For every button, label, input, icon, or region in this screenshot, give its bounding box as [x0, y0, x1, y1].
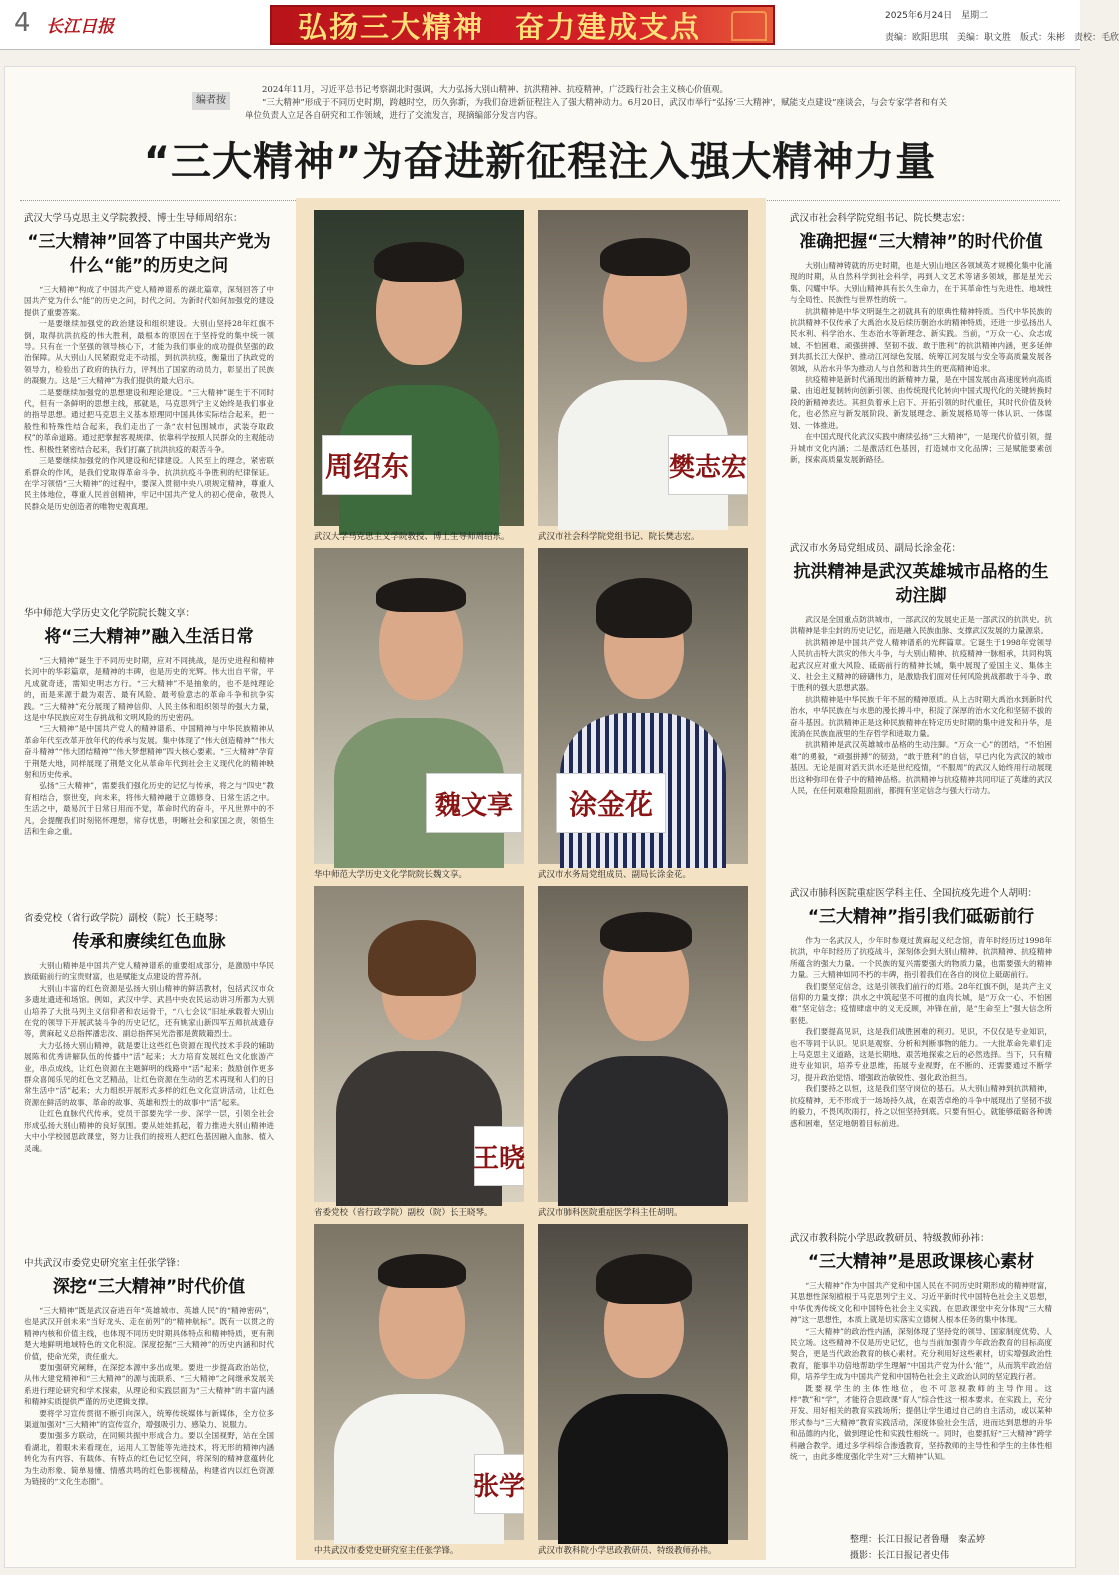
paragraph: 抗洪精神是中华民族千年不屈的精神原质。从上古时期大禹治水到新时代治水，中华民族在与水患的漫长搏斗中，积淀了深厚的治水文化和坚韧不拔的奋斗基因。抗洪精神正是这种民族精神在特定历史时期的集中迸发和升华，是流淌在民族血液里的生存哲学和进取力量。 [790, 694, 1052, 739]
pavilion-icon [731, 11, 767, 41]
photo-caption: 武汉市水务局党组成员、副局长涂金花。 [538, 870, 692, 880]
photo-credit: 摄影：长江日报记者史伟 [850, 1551, 950, 1561]
article [24, 910, 274, 1255]
photo-caption: 武汉市社会科学院党组书记、院长樊志宏。 [538, 532, 700, 542]
article-body [790, 614, 1052, 882]
article [790, 540, 1052, 885]
article-title: “三大精神”回答了中国共产党为什么“能”的历史之问 [27, 232, 271, 276]
paragraph: 抗疫精神是新时代涌现出的新精神力量，是在中国发展由高速度转向高质量、由追赶复制转向创新引领、由传统现代化转向中国式现代化的关键转换时段的新精神表达。其担负着承上启下、开拓引领的时代重任，其时代价值及转化，也必然应与新发展阶段、新发展理念、新发展格局等一体认识、一体谋划、一体推进。 [790, 375, 1052, 430]
paragraph: 大别山丰富的红色资源是弘扬大别山精神的鲜活教材，包括武汉市众多遗址遗迹和场馆。例如，武汉中学、武昌中央农民运动讲习所都为大别山培养了大批马列主义信仰者和农运骨干，“八七会议”旧址承载着大别山在党的领导下开展武装斗争的历史记忆，还有姚家山新四军五师抗战遗存等，黄麻起义总指挥潘忠汝、副总指挥吴光浩都是黄陂籍烈士。 [24, 983, 274, 1039]
article-title: 传承和赓续红色血脉 [72, 932, 226, 952]
page-headline: “三大精神”为奋进新征程注入强大精神力量 [143, 139, 937, 185]
article-body [790, 260, 1052, 536]
paragraph: 在中国式现代化武汉实践中赓续弘扬“三大精神”，一是现代价值引领，提升城市文化内涵；二是激活红色基因，打造城市文化品牌；三是赋能要素创新，探索高质量发展新路径。 [790, 432, 1052, 464]
paragraph: 抗洪精神是中华文明诞生之初就具有的原典性精神特质。当代中华民族的抗洪精神不仅传承了大禹治水及后续历朝治水的精神特质，还进一步弘扬出人民水利、科学治水、生态治水等新理念、新实践。当前，“万众一心、众志成城、不怕困难、顽强拼搏、坚韧不拔、敢于胜利”的抗洪精神内涵，更多延伸到共抓长江大保护、推动江河绿色发展、统筹江河发展与安全等高质量发展各领域，从治水升华为推动人与自然和谐共生的更高精神追求。 [790, 306, 1052, 373]
editor-note-para: “三大精神”形成于不同历史时期，跨越时空，历久弥新，为我们奋进新征程注入了强大精神动力。6月20日，武汉市举行“弘扬‘三大精神’，赋能支点建设”座谈会，与会专家学者和有关单位负责人立足各自研究和工作领域，进行了交流发言，现摘编部分发言内容。 [245, 98, 948, 121]
article-author: 省委党校（省行政学院）副校（院）长王晓琴： [24, 913, 224, 924]
paragraph: 三是要继续加强党的作风建设和纪律建设。人民至上的理念，紧密联系群众的作风，是我们党取得革命斗争、抗洪抗疫斗争胜利的纪律保证。在学习领悟“三大精神”的过程中，要深入贯彻中央八项规定精神，尊重人民主体地位，尊重人民首创精神，牢记中国共产党人的初心使命，敬畏人民群众是历史创造者的唯物史观真理。 [24, 456, 274, 511]
paragraph: 我们要提高见识，这是我们战胜困难的利刃。见识，不仅仅是专业知识，也不等同于认识。见识是观察、分析和判断事物的能力。一大批革命先辈们走上马克思主义道路，这是长期地、艰苦地探索之后的必然选择。当下，只有精进专业知识，培养专业思维，拓展专业视野，在不断的、还需要通过不断学习，提升政治觉悟、增强政治敏锐性、强化政治担当。 [790, 1027, 1052, 1082]
paragraph: 让红色血脉代代传承，党员干部要先学一步、深学一层，引领全社会形成弘扬大别山精神的良好氛围。要从娃娃抓起，着力推进大别山精神进大中小学校园思政课堂，努力让我们的接班人把红色基因融入血脉、植入灵魂。 [24, 1109, 274, 1153]
paragraph: “三大精神”诞生于不同历史时期，应对不同挑战，是历史进程和精神长河中的华彩篇章，是精神的丰碑，也是历史的光辉。伟大出自平常，平凡成就奇迹，需知史明志方行。“三大精神”不是抽象的，也不是纯理论的，而是来源于最为艰苦、最有风险、最考验意志的革命斗争和抗争实践。“三大精神”充分展现了精神信仰、人民主体和组织领导的强大力量，这是中华民族应对生存挑战和文明风险的历史密码。 [24, 656, 274, 723]
paragraph: 要将学习宣传贯彻不断引向深入，统筹传统媒体与新媒体，全方位多渠道加强对“三大精神”的宣传宣介，增强吸引力、感染力、说服力。 [24, 1408, 274, 1430]
article-title: “三大精神”是思政课核心素材 [807, 1252, 1035, 1272]
article-author: 武汉市教科院小学思政教研员、特级教师孙祎： [790, 1233, 990, 1244]
article-body [24, 284, 274, 604]
nameplate: 涂金花 [556, 773, 666, 833]
photo-panel [296, 198, 766, 1560]
portrait-photo [314, 548, 524, 864]
paragraph: 抗洪精神是中国共产党人精神谱系的光辉篇章。它诞生于1998年党领导人民抗击特大洪灾的伟大斗争，与大别山精神、抗疫精神一脉相承，共同构筑起武汉应对重大风险、砥砺前行的精神长城，集中展现了爱国主义、集体主义、社会主义精神的磅礴伟力，是激励我们面对任何风险挑战都敢于斗争、敢于胜利的强大思想武器。 [790, 637, 1052, 693]
photo-caption: 武汉市教科院小学思政教研员、特级教师孙祎。 [538, 1546, 717, 1556]
paragraph: 我们要持之以恒，这是我们坚守岗位的基石。从大别山精神到抗洪精神，抗疫精神，无不形成于一场场持久战，在艰苦卓绝的斗争中展现出了坚韧不拔的毅力，不畏风吹雨打，持之以恒坚持到底。只要有恒心，就能够砥砺各种诱惑和困难，坚定地朝着目标前进。 [790, 1084, 1052, 1128]
article-title: 抗洪精神是武汉英雄城市品格的生动注脚 [793, 562, 1049, 606]
left-column [24, 210, 274, 1545]
paragraph: 要加强研究阐释，在深挖本源中多出成果。要进一步提高政治站位，从伟大建党精神和“三大精神”的源与流联系、“三大精神”之间继承发展关系进行理论研究和学术探索，从理论和实践层面为“三大精神”的丰富内涵和精神实质提供严谨的历史逻辑支撑。 [24, 1363, 274, 1407]
page-number: 4 [14, 8, 31, 38]
paragraph: 大力弘扬大别山精神，就是要让这些红色资源在现代技术手段的辅助展陈和优秀讲解队伍的传播中“活”起来；大力培育发展红色文化旅游产业，串点成线，让红色资源在主题鲜明的线路中“活”起来；鼓励创作更多群众喜闻乐见的红色文艺精品，让红色资源在生动的艺术再现和人们的日常生活中“活”起来；大力组织开展形式多样的红色文化宣讲活动，让红色资源在鲜活的故事、革命的故事、英雄和烈士的故事中“活”起来。 [24, 1040, 274, 1107]
article [790, 885, 1052, 1230]
article [790, 1230, 1052, 1520]
article-body [790, 935, 1052, 1225]
nameplate: 周绍东 [322, 435, 412, 495]
paragraph: 大别山精神是中国共产党人精神谱系的重要组成部分，是激励中华民族砥砺前行的宝贵财富，也是赋能支点建设的营养剂。 [24, 961, 274, 982]
paragraph: 弘扬“三大精神”，需要我们强化历史的记忆与传承，将之与“四史”教育相结合，察世变，向未来，将伟大精神融于立德修身、日常生活之中。生活之中，最易沉于日常日用而不觉，革命时代的奋斗，平凡世界中的不凡，会提醒我们时刻铭怀理想，常存忧患，明晰社会和家国之责，领悟生活和生命之重。 [24, 781, 274, 837]
right-column [790, 210, 1052, 1520]
nameplate: 樊志宏 [668, 435, 748, 495]
paragraph: 我们要坚定信念，这是引领我们前行的灯塔。28年红旗不倒，是共产主义信仰的力量支撑；洪水之中筑起坚不可摧的血肉长城，是“万众一心、不怕困难”坚定信念；疫情肆虐中的义无反顾，冲锋在前，是“生命至上”强大信念所驱使。 [790, 981, 1052, 1025]
issue-date: 2025年6月24日 星期二 [885, 11, 989, 21]
compiled-credit: 整理：长江日报记者鲁珊 秦孟婷 [850, 1535, 986, 1545]
paragraph: 一是要继续加强党的政治建设和组织建设。大别山坚持28年红旗不倒，取得抗洪抗疫的伟大胜利，最根本的原因在于坚持党的集中统一领导。只有在一个坚强的领导核心下，才能为我们事业的成功提供坚强的政治保障。从大别山人民紧跟党走不动摇，到抗洪抗疫，衡量出了执政党的领导力，检验出了政府的执行力，评判出了国家的动员力，彰显出了民族的凝聚力。这是“三大精神”为我们提供的最大启示。 [24, 319, 274, 386]
photo-caption: 省委党校（省行政学院）副校（院）长王晓琴。 [314, 1208, 493, 1218]
nameplate: 王晓 [474, 1126, 524, 1186]
portrait-photo [538, 886, 748, 1202]
article-title: 深挖“三大精神”时代价值 [52, 1277, 246, 1297]
portrait-photo [538, 210, 748, 526]
article-author: 中共武汉市委党史研究室主任张学锋： [24, 1258, 186, 1269]
portrait-photo [314, 1224, 524, 1540]
paper-name: 长江日报 [46, 17, 114, 37]
article-title: “三大精神”指引我们砥砺前行 [807, 907, 1035, 927]
nameplate: 魏文享 [426, 773, 522, 833]
article [24, 1255, 274, 1545]
masthead [0, 0, 1119, 50]
article [24, 210, 274, 605]
article [24, 605, 274, 910]
article-title: 将“三大精神”融入生活日常 [44, 627, 254, 647]
article-author: 武汉市肺科医院重症医学科主任、全国抗疫先进个人胡明： [790, 888, 1038, 899]
nameplate: 张学 [474, 1454, 524, 1514]
paragraph: 作为一名武汉人，少年时参观过黄麻起义纪念馆，青年时经历过1998年抗洪，中年时经历了抗疫战斗，深刻体会到大别山精神、抗洪精神、抗疫精神所蕴含的强大力量。一个民族的复兴需要强大的物质力量，也需要强大的精神力量。三大精神如同不朽的丰碑，指引着我们在各自的岗位上砥砺前行。 [790, 936, 1052, 980]
paragraph: 抗洪精神是武汉英雄城市品格的生动注脚。“万众一心”的团结，“不怕困难”的勇毅，“顽强拼搏”的韧劲，“敢于胜利”的自信，早已内化为武汉的城市基因。无论是面对滔天洪水还是世纪疫情，“不服周”的武汉人始终用行动展现出这种弥印在骨子中的精神品格。抗洪精神与抗疫精神共同印证了英雄的武汉人民，在任何艰难险阻面前，都拥有坚定信念与强大行动力。 [790, 740, 1052, 796]
paragraph: “三大精神”的政治性内涵，深刻体现了坚持党的领导、国家制度优势、人民立场。这些精神不仅是历史记忆，也与当前加强青少年政治教育的目标高度契合，更是当代政治教育的核心素材。充分利用好这些素材，切实增强政治性教育，能事半功倍地帮助学生理解“中国共产党为什么‘能’”，从而筑牢政治信仰，培养学生成为中国共产党和中国特色社会主义政治认同的坚定践行者。 [790, 1326, 1052, 1382]
portrait-photo [538, 548, 748, 864]
editor-note [245, 84, 950, 123]
paragraph: “三大精神”作为中国共产党和中国人民在不同历史时期形成的精神财富，其思想性深刻植根于马克思列宁主义、习近平新时代中国特色社会主义思想，中华优秀传统文化和中国特色社会主义实践。在思政课堂中充分体现“三大精神”这一思想性，本质上就是切实落实立德树人根本任务的集中体现。 [790, 1281, 1052, 1325]
editor-note-para: 2024年11月，习近平总书记考察湖北时强调，大力弘扬大别山精神、抗洪精神、抗疫精神，广泛践行社会主义核心价值观。 [262, 85, 728, 95]
portrait-photo [538, 1224, 748, 1540]
editor-credits: 责编：欧阳思琪 美编：职文胜 版式：朱彬 责校：毛欣 [885, 33, 1119, 43]
paragraph: “三大精神”构成了中国共产党人精神谱系的湖北篇章，深刻回答了中国共产党为什么“能”的历史之问，时代之问。为新时代如何加强党的建设提供了重要答案。 [24, 285, 274, 317]
article-author: 武汉市社会科学院党组书记、院长樊志宏： [790, 213, 971, 224]
article-title: 准确把握“三大精神”的时代价值 [799, 232, 1043, 252]
article-author: 武汉市水务局党组成员、副局长涂金花： [790, 543, 962, 554]
photo-caption: 华中师范大学历史文化学院院长魏文享。 [314, 870, 468, 880]
section-banner [270, 5, 775, 45]
paragraph: “三大精神”既是武汉奋进百年“英雄城市、英雄人民”的“精神密码”，也是武汉开创未来“当好龙头、走在前列”的“精神航标”。既有一以贯之的精神内核和价值主线，也体现不同历史时期具体特点和精神特质，更有荆楚大地鲜明地域特色的文化积淀。深度挖掘“三大精神”的历史内涵和时代价值，使命光荣，责任重大。 [24, 1306, 274, 1361]
article-body [790, 1280, 1052, 1530]
paragraph: 要加强多方联动，在同频共振中形成合力。要以全国视野，站在全国看湖北，着眼未来看现在，运用人工智能等先进技术，将无形的精神内涵转化为有内容、有载体、有特点的红色记忆空间，将深刻的精神意蕴转化为生动形象、简单易懂、情感共鸣的红色影视精品，构建省内以红色资源为链接的“文化生态圈”。 [24, 1431, 274, 1487]
article-body [24, 655, 274, 917]
article [790, 210, 1052, 540]
paragraph: 既要视学生的主体性地位，也不可忽视教师的主导作用。这样“教”和“学”，才能符合思政课“育人”综合性这一根本要求。在实践上，充分开发、用好相关的教育实践场所；提倡让学生通过自己的自主活动，或以某种形式参与“三大精神”教育实践活动，深度体验社会生活，进而达到思想的升华和品德的内化，做到理论性和实践性相统一。同时，也要抓好“三大精神”跨学科融合教学。通过多学科综合渗透教育，坚持教师的主导性和学生的主体性相统一，由此多维度强化学生对“三大精神”认知。 [790, 1383, 1052, 1462]
paragraph: “三大精神”是中国共产党人的精神谱系、中国精神与中华民族精神从革命年代至改革开放年代的传承与发展。集中体现了“伟大创造精神”“伟大奋斗精神”“伟大团结精神”“伟大梦想精神”四大核心要素。“三大精神”孕育于荆楚大地，同样展现了荆楚文化从革命年代到社会主义现代化的精神映射和历史传承。 [24, 724, 274, 780]
paragraph: 武汉是全国重点防洪城市，一部武汉的发展史正是一部武汉的抗洪史。抗洪精神是非尘封的历史记忆，而是融入民族血脉、支撑武汉发展的力量源泉。 [790, 615, 1052, 636]
photo-caption: 中共武汉市委党史研究室主任张学锋。 [314, 1546, 459, 1556]
editor-note-badge: 编者按 [192, 92, 230, 110]
article-author: 武汉大学马克思主义学院教授、博士生导师周绍东： [24, 213, 243, 224]
article-author: 华中师范大学历史文化学院院长魏文享： [24, 608, 196, 619]
photo-caption: 武汉市肺科医院重症医学科主任胡明。 [538, 1208, 683, 1218]
paragraph: 二是要继续加强党的思想建设和理论建设。“三大精神”诞生于不同时代，但有一条鲜明的思想主线，那就是，马克思列宁主义始终是我们事业的指导思想。通过把马克思主义基本原理同中国具体实际结合起来，把一般性和特殊性结合起来，我们走出了一条“农村包围城市，武装夺取政权”的革命道路。通过把掌握客观规律、依靠科学按照人民群众的主观能动性、积极性紧密结合起来，我们打赢了抗洪抗疫的艰苦斗争。 [24, 387, 274, 454]
article-body [24, 960, 274, 1260]
banner-text: 弘扬三大精神 奋力建成支点 [298, 9, 702, 44]
paragraph: 大别山精神铸就的历史时期，也是大别山地区各领域英才规模化集中化涌现的时期，从自然科学到社会科学，再到人文艺术等诸多领域，都是星光云集、闪耀中华。大别山精神具有长久生命力，在于其革命性与先进性、地域性与全局性、民族性与世界性的统一。 [790, 261, 1052, 305]
photo-caption: 武汉大学马克思主义学院教授、博士生导师周绍东。 [314, 532, 510, 542]
portrait-photo [314, 886, 524, 1202]
article-body [24, 1305, 274, 1553]
portrait-photo [314, 210, 524, 526]
